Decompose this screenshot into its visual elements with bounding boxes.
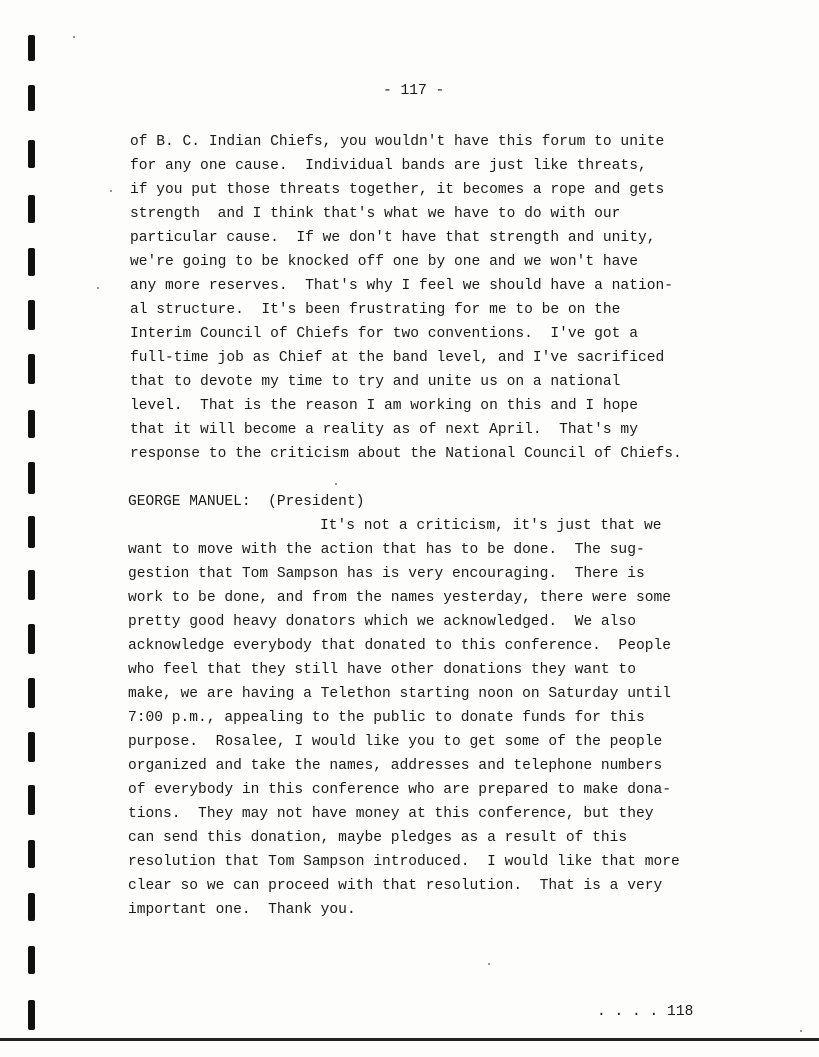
text-line: of everybody in this conference who are prepared to make dona-	[128, 782, 671, 798]
text-line: It's not a criticism, it's just that we	[320, 518, 662, 534]
binding-hole	[28, 300, 35, 330]
paper-speck	[800, 1030, 802, 1032]
text-line: Interim Council of Chiefs for two conventions. I've got a	[130, 326, 638, 342]
binding-holes	[0, 0, 40, 1057]
binding-hole	[28, 248, 35, 276]
text-line: pretty good heavy donators which we acknowledged. We also	[128, 614, 636, 630]
page-number: - 117 -	[383, 83, 445, 99]
text-line: that it will become a reality as of next April. That's my	[130, 422, 638, 438]
text-line: we're going to be knocked off one by one and we won't have	[130, 254, 638, 270]
text-line: tions. They may not have money at this conference, but they	[128, 806, 654, 822]
binding-hole	[28, 140, 35, 168]
binding-hole	[28, 946, 35, 974]
binding-hole	[28, 570, 35, 600]
paper-speck	[488, 963, 490, 965]
binding-hole	[28, 1000, 35, 1030]
text-line: clear so we can proceed with that resolution. That is a very	[128, 878, 663, 894]
text-line: al structure. It's been frustrating for me to be on the	[130, 302, 621, 318]
binding-hole	[28, 35, 35, 61]
paper-speck	[335, 483, 337, 485]
scan-bottom-edge	[0, 1038, 819, 1041]
binding-hole	[28, 840, 35, 868]
binding-hole	[28, 732, 35, 762]
text-line: that to devote my time to try and unite us on a national	[130, 374, 621, 390]
text-line: full-time job as Chief at the band level, and I've sacrificed	[130, 350, 665, 366]
text-line: resolution that Tom Sampson introduced. I would like that more	[128, 854, 680, 870]
binding-hole	[28, 85, 35, 111]
text-line: strength and I think that's what we have to do with our	[130, 206, 621, 222]
binding-hole	[28, 678, 35, 708]
speaker-label: GEORGE MANUEL: (President)	[128, 494, 365, 510]
paper-speck	[110, 190, 112, 192]
text-line: important one. Thank you.	[128, 902, 356, 918]
text-line: for any one cause. Individual bands are just like threats,	[130, 158, 647, 174]
text-line: who feel that they still have other donations they want to	[128, 662, 636, 678]
binding-hole	[28, 785, 35, 815]
text-line: organized and take the names, addresses and telephone numbers	[128, 758, 663, 774]
text-line: make, we are having a Telethon starting noon on Saturday until	[128, 686, 671, 702]
text-line: of B. C. Indian Chiefs, you wouldn't have this forum to unite	[130, 134, 665, 150]
binding-hole	[28, 624, 35, 654]
text-line: want to move with the action that has to be done. The sug-	[128, 542, 645, 558]
paper-speck	[97, 287, 99, 289]
text-line: 7:00 p.m., appealing to the public to donate funds for this	[128, 710, 645, 726]
text-line: gestion that Tom Sampson has is very encouraging. There is	[128, 566, 645, 582]
binding-hole	[28, 516, 35, 548]
text-line: if you put those threats together, it becomes a rope and gets	[130, 182, 665, 198]
next-page-indicator: . . . . 118	[597, 1004, 694, 1020]
binding-hole	[28, 195, 35, 223]
text-line: work to be done, and from the names yesterday, there were some	[128, 590, 671, 606]
binding-hole	[28, 893, 35, 921]
text-line: particular cause. If we don't have that strength and unity,	[130, 230, 656, 246]
text-line: acknowledge everybody that donated to this conference. People	[128, 638, 671, 654]
paper-speck	[73, 36, 75, 38]
binding-hole	[28, 354, 35, 384]
text-line: can send this donation, maybe pledges as a result of this	[128, 830, 628, 846]
binding-hole	[28, 410, 35, 438]
text-line: level. That is the reason I am working on this and I hope	[130, 398, 638, 414]
text-line: any more reserves. That's why I feel we should have a nation-	[130, 278, 673, 294]
text-line: response to the criticism about the National Council of Chiefs.	[130, 446, 682, 462]
binding-hole	[28, 462, 35, 494]
text-line: purpose. Rosalee, I would like you to get some of the people	[128, 734, 663, 750]
